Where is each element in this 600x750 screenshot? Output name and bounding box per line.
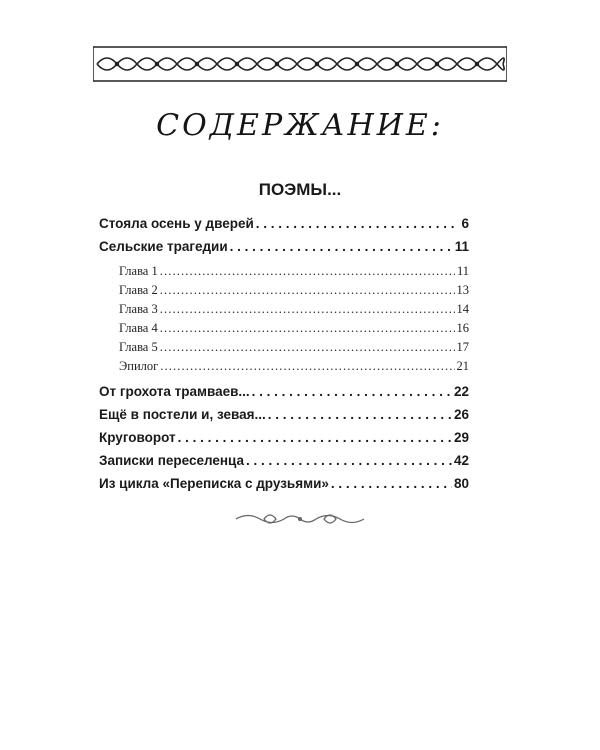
toc-entry[interactable] (99, 449, 469, 472)
toc-entry[interactable] (99, 426, 469, 449)
toc-page-number: 42 (453, 453, 469, 468)
table-of-contents (99, 212, 469, 495)
toc-subentry[interactable] (99, 319, 469, 338)
toc-subentry[interactable] (99, 300, 469, 319)
toc-leader-dots (252, 380, 452, 403)
toc-entry-label: Эпилог (119, 359, 159, 373)
toc-entry-label: От грохота трамваев... (99, 384, 250, 399)
toc-leader-dots (246, 449, 452, 472)
toc-entry[interactable] (99, 380, 469, 403)
bottom-ornament-flourish (234, 509, 366, 529)
toc-entry[interactable] (99, 235, 469, 258)
toc-entry-label: Из цикла «Переписка с друзьями» (99, 476, 329, 491)
toc-page-number: 13 (456, 283, 469, 297)
toc-page-number: 17 (456, 340, 469, 354)
top-ornament-border (93, 44, 507, 84)
toc-leader-dots (178, 426, 452, 449)
toc-leader-dots (160, 338, 455, 357)
toc-page-number: 26 (453, 407, 469, 422)
toc-entry-label: Ещё в постели и, зевая... (99, 407, 266, 422)
toc-page-number: 14 (456, 302, 469, 316)
toc-leader-dots (160, 300, 455, 319)
toc-entry-label: Глава 2 (119, 283, 158, 297)
toc-entry-label: Глава 4 (119, 321, 158, 335)
toc-page-number: 22 (453, 384, 469, 399)
toc-entry[interactable] (99, 403, 469, 426)
toc-entry[interactable] (99, 212, 469, 235)
toc-leader-dots (230, 235, 453, 258)
toc-leader-dots (331, 472, 452, 495)
toc-entry-label: Круговорот (99, 430, 176, 445)
section-title: ПОЭМЫ... (258, 180, 342, 199)
toc-leader-dots (160, 319, 455, 338)
toc-page-number: 16 (456, 321, 469, 335)
toc-entry-label: Записки переселенца (99, 453, 245, 468)
toc-leader-dots (256, 212, 460, 235)
toc-page-number: 11 (454, 239, 469, 254)
toc-subentry[interactable] (99, 281, 469, 300)
toc-page-number: 21 (456, 359, 469, 373)
toc-subentry[interactable] (99, 262, 469, 281)
toc-page-number: 11 (456, 264, 469, 278)
toc-leader-dots (160, 357, 454, 376)
toc-leader-dots (160, 281, 455, 300)
toc-entry-label: Глава 3 (119, 302, 158, 316)
toc-entry[interactable] (99, 472, 469, 495)
toc-entry-label: Стояла осень у дверей (99, 216, 254, 231)
toc-page-number: 29 (453, 430, 469, 445)
toc-subentry[interactable] (99, 338, 469, 357)
toc-subentry[interactable] (99, 357, 469, 376)
toc-entry-label: Глава 5 (119, 340, 158, 354)
page-title: СОДЕРЖАНИЕ: (156, 108, 444, 143)
toc-page-number: 6 (461, 216, 469, 231)
toc-leader-dots (160, 262, 455, 281)
toc-leader-dots (268, 403, 452, 426)
toc-entry-label: Глава 1 (119, 264, 158, 278)
toc-page-number: 80 (453, 476, 469, 491)
toc-entry-label: Сельские трагедии (99, 239, 228, 254)
